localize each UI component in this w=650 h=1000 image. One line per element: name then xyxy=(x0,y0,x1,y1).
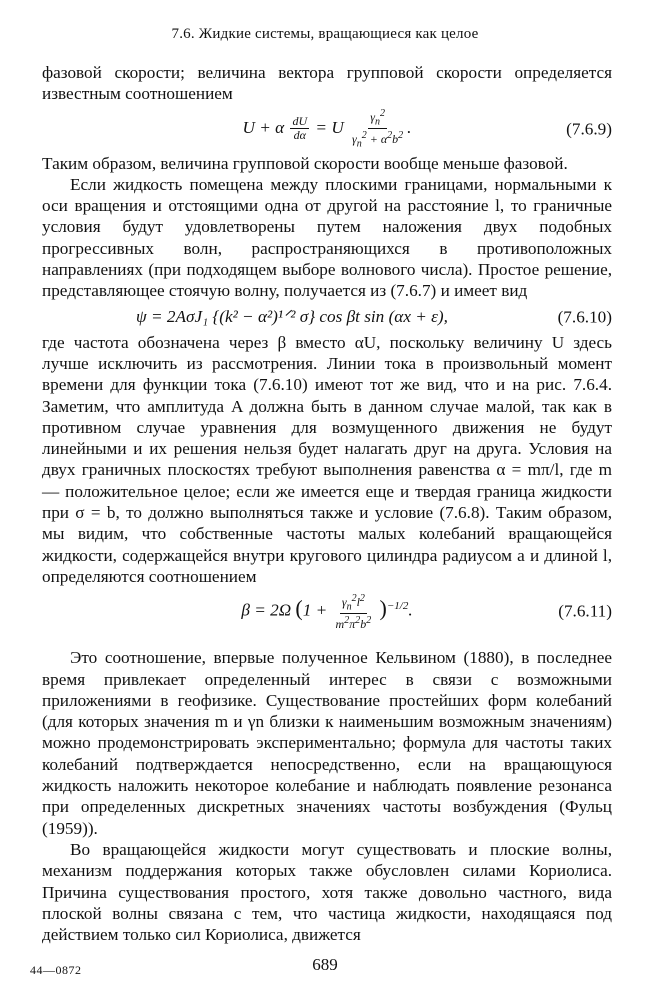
running-header: 7.6. Жидкие системы, вращающиеся как целое xyxy=(171,26,479,42)
equation-7-6-11 xyxy=(42,587,612,635)
paragraph-1: фазовой скорости; величина вектора групповой скорости определяется известным соотношением xyxy=(42,63,612,104)
page-number: 689 xyxy=(312,955,338,974)
equation-7-6-10-number: (7.6.10) xyxy=(557,307,612,327)
equation-7-6-10-body: ψ = 2AσJ₁ {(k² − α²)¹ᐟ² σ} cos βt sin (αx + ε), xyxy=(136,307,448,327)
paragraph-5: Это соотношение, впервые полученное Кельвином (1880), в последнее время привлекает определенный интерес в связи с возможными приложениями в геофизике. Существование простейших форм колебаний (для которых значения m и γn близки к наименьшим возможным значениям) можно продемонстрировать экспериментально; формула для частоты таких колебаний подтверждается непосредственно, если на вращающуюся жидкость наложить некоторое колебание и наблюдать появление резонанса при определенных дискретных значениях частоты возбуждения (Фульц (1959)). xyxy=(42,648,612,838)
spacer xyxy=(42,635,612,647)
equation-7-6-11-body: β = 2Ω (1 + $\frac{\gamma_n^2l^2}{m^2\pi^2b^2}$ )$^{-1/2}$. xyxy=(241,592,413,631)
equation-7-6-9-number: (7.6.9) xyxy=(566,118,612,138)
printer-signature: 44—0872 xyxy=(30,963,82,977)
paragraph-2: Таким образом, величина групповой скорости вообще меньше фазовой. xyxy=(42,153,568,173)
paragraph-4: где частота обозначена через β вместо αU, поскольку величину U здесь лучше исключить из рассмотрения. Линии тока в произвольный момент времени для функции тока (7.6.10) имеют тот же вид, что и на рис. 7.6.4. Заметим, что амплитуда A должна быть в данном случае малой, так как в противном случае уравнения для возмущенного движения не будут линейными и их решения нельзя будет налагать друг на друга. Условия на двух граничных плоскостях требуют выполнения равенства α = mπ/l, где m — положительное целое; если же имеется еще и твердая граница жидкости при σ = b, то должно выполняться также и условие (7.6.8). Таким образом, мы видим, что собственные частоты малых колебаний вращающейся жидкости, содержащейся внутри кругового цилиндра радиусом a и длиной l, определяются соотношением xyxy=(42,332,612,586)
paragraph-3: Если жидкость помещена между плоскими границами, нормальными к оси вращения и отстоящими одна от другой на расстояние l, то граничные условия будут удовлетворены путем наложения двух подобных прогрессивных волн, распространяющихся в противоположных направлениях (при подходящем выборе волнового числа). Простое решение, представляющее стоячую волну, получается из (7.6.7) и имеет вид xyxy=(42,174,612,301)
paragraph-6: Во вращающейся жидкости могут существовать и плоские волны, механизм поддержания которых также обусловлен силами Кориолиса. Причина существования простого, хотя также довольно частного, вида плоской волны связана с тем, что частица жидкости, находящаяся под действием только сил Кориолиса, движется xyxy=(42,839,612,945)
equation-7-6-9-body: U + α $\frac{dU}{d\alpha}$ = U $\frac{\gamma_n^2}{\gamma_n^2 + \alpha^2b^2}$ . xyxy=(242,107,412,150)
equation-7-6-9 xyxy=(42,105,612,153)
equation-7-6-11-number: (7.6.11) xyxy=(558,601,612,621)
page-body xyxy=(42,62,612,945)
equation-7-6-10 xyxy=(42,302,612,332)
